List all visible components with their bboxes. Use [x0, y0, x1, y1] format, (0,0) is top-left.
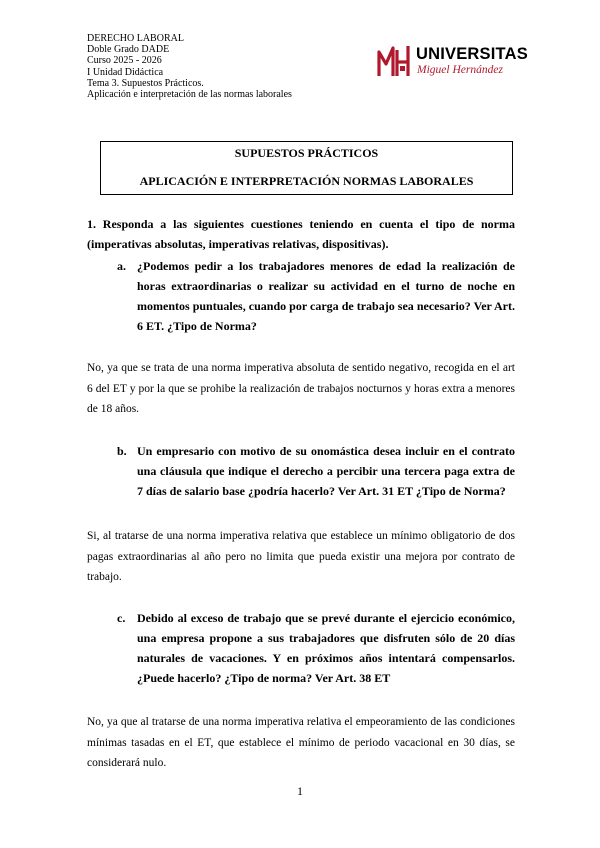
item-letter: b. — [117, 444, 127, 458]
header-unit: I Unidad Didáctica — [87, 66, 164, 78]
page-number: 1 — [297, 784, 303, 798]
logo-subtitle: Miguel Hernández — [417, 64, 503, 76]
header-subject: DERECHO LABORAL — [87, 33, 184, 44]
answer-a: No, ya que se trata de una norma imperativa absoluta de sentido negativo, recogida en el art 6 del ET y por la que se prohibe la realización de trabajos nocturnos y horas extra a menores de 18 años. — [87, 362, 515, 415]
logo-title: UNIVERSITAS — [416, 45, 528, 63]
university-logo — [376, 42, 528, 82]
header-course: Curso 2025 - 2026 — [87, 55, 162, 67]
answer-c: No, ya que al tratarse de una norma imperativa relativa el empeoramiento de las condiciones mínimas tasadas en el ET, que establece el mínimo de periodo vacacional en 30 días, se considerará nulo. — [87, 716, 515, 769]
question-item-a — [87, 256, 515, 336]
item-question: Un empresario con motivo de su onomástica desea incluir en el contrato una cláusula que indique el derecho a percibir una tercera paga extra de 7 días de salario base ¿podría hacerlo? Ver Art. 31 ET ¿Tipo de Norma? — [137, 444, 515, 498]
question-item-c — [87, 608, 515, 688]
title-line-2: APLICACIÓN E INTERPRETACIÓN NORMAS LABORALES — [139, 174, 474, 188]
item-letter: a. — [117, 259, 126, 273]
title-line-1: SUPUESTOS PRÁCTICOS — [234, 146, 379, 160]
answer-b: Si, al tratarse de una norma imperativa relativa que establece un mínimo obligatorio de dos pagas extraordinarias al año pero no limita que pueda existir una mejora por contrato de trabajo. — [87, 530, 515, 583]
header-topic: Tema 3. Supuestos Prácticos. — [87, 77, 204, 89]
item-question: Debido al exceso de trabajo que se prevé durante el ejercicio económico, una empresa propone a sus trabajadores que disfruten sólo de 20 días naturales de vacaciones. Y en próximos años intentará compensarlos. ¿Puede hacerlo? ¿Tipo de norma? Ver Art. 38 ET — [137, 611, 515, 685]
header-degree: Doble Grado DADE — [87, 44, 170, 56]
title-box — [100, 141, 513, 195]
umh-emblem-icon — [376, 42, 412, 80]
header-description: Aplicación e interpretación de las normas laborales — [87, 89, 292, 101]
document-header — [87, 33, 292, 100]
item-letter: c. — [117, 611, 126, 625]
item-question: ¿Podemos pedir a los trabajadores menores de edad la realización de horas extraordinarias o realizar su actividad en el turno de noche en momentos puntuales, cuando por carga de trabajo sea necesario? Ver Art. 6 ET. ¿Tipo de Norma? — [137, 259, 515, 333]
question-item-b — [87, 441, 515, 501]
question-1: 1. Responda a las siguientes cuestiones teniendo en cuenta el tipo de norma (imperativas absolutas, imperativas relativas, dispositivas). — [87, 217, 515, 251]
